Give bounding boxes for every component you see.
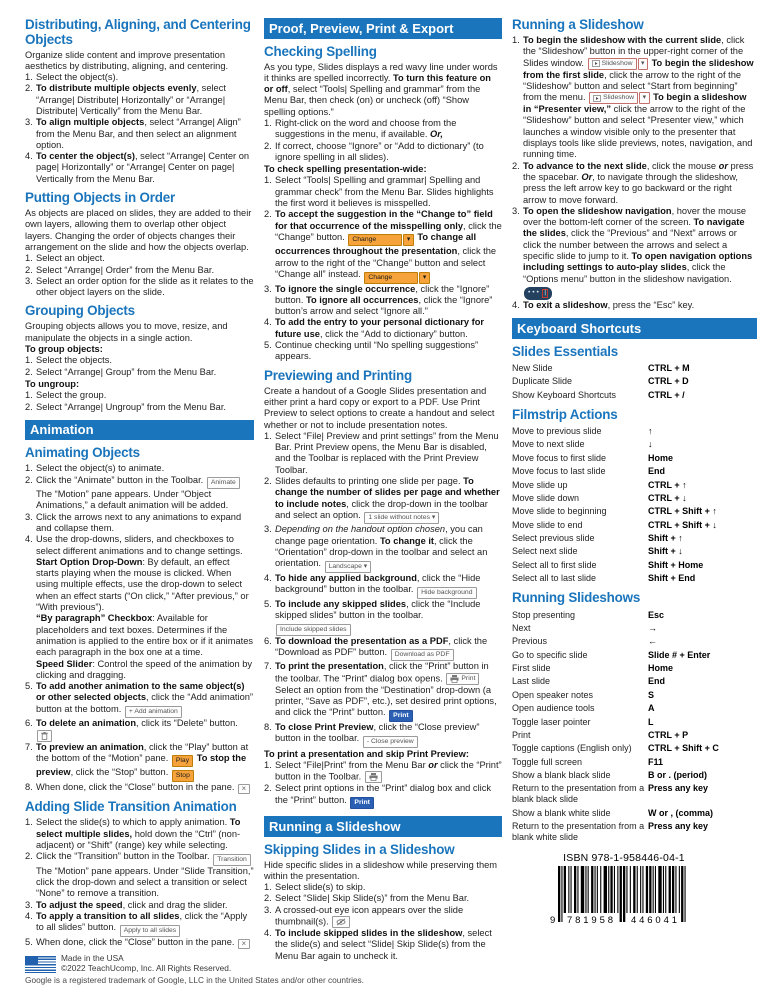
list-item: 3. To adjust the speed, click and drag the slider. [25,900,254,911]
svg-text:9: 9 [550,914,556,926]
numbered-list [264,431,502,748]
list-item: 1. Right-click on the word and choose from the suggestions in the menu, if available. Or, [264,118,502,141]
shortcut-row [512,675,757,688]
shortcut-row [512,465,757,478]
shortcut-label: Toggle captions (English only) [512,743,632,754]
close-preview-button[interactable]: - Close preview [363,736,418,748]
list-item-text: Select slide(s) to skip. [275,882,366,893]
list-item: 2. Select “Arrange| Group” from the Menu Bar. [25,367,254,378]
shortcut-keys: CTRL + Shift + ↑ [648,506,717,517]
paragraph: Create a handout of a Google Slides presentation and either print a hard copy or export to a PDF. Use Print Preview to select options to create a handout and select whether or not to include presentation notes. [264,385,495,430]
shortcut-label: Stop presenting [512,609,576,620]
change-button[interactable]: Change ▾ [348,234,413,246]
add-animation-button[interactable]: + Add animation [125,706,182,718]
list-item: 3. To ignore the single occurrence, click the “Ignore” button. To ignore all occurrences, click the “Ignore” button’s arrow and select “Ignore all.” [264,284,502,318]
shortcut-table [512,362,757,402]
list-item-text: Use the drop-downs, sliders, and checkboxes to select different animations and to change settings. Start Option Drop-Down: By default, an effect starts playing when the mouse is clicked. When using multiple effects, use the drop-down to select when an effect starts (“On click,” “After previous,” or “With previous”). “By paragraph” Checkbox: Available for placeholders and text boxes. Determines if the animation is applied to the entire box or if it animates each paragraph in the box one at a time. Speed Slider: Control the speed of the animation by clicking and dragging. [36,534,254,680]
shortcut-row [512,425,757,438]
shortcut-row [512,755,757,768]
footer [25,953,364,985]
numbered-list [264,882,502,962]
footer-row [25,953,254,973]
section-banner: Running a Slideshow [264,816,502,837]
list-item-text: Select the object(s). [36,72,119,83]
list-item: 3. Select an order option for the slide as it relates to the other object layers on the slide. [25,275,254,298]
list-item: 1. Select the group. [25,390,254,401]
shortcut-row [512,572,757,585]
shortcut-row [512,702,757,715]
shortcut-keys: S [648,689,655,700]
list-item-text: To advance to the next slide, click the mouse or press the spacebar. Or, to navigate through the slideshow, press the left arrow key to go backward or the right arrow to move forward. [523,160,754,205]
list-item: 7. To preview an animation, click the “Play” button at the bottom of the “Motion” pane. Play To stop the preview, click the “Stop” button. Stop [25,742,254,782]
shortcut-row [512,662,757,675]
shortcut-label: Last slide [512,676,551,687]
shortcut-keys: Shift + ↓ [648,546,683,557]
svg-text:446041: 446041 [631,914,677,926]
shortcut-label: First slide [512,663,551,674]
list-item: 1. Select the objects. [25,355,254,366]
list-item: 2. To distribute multiple objects evenly, select “Arrange| Distribute| Horizontally” or “Arrange| Distribute| Vertically” from the Menu Bar. [25,83,254,117]
slideshow-button-dropdown-arrow[interactable]: ▾ [639,92,649,104]
shortcut-keys: → [648,622,657,633]
shortcut-label: Print [512,729,531,740]
list-item: 2. Select “Slide| Skip Slide(s)” from the Menu Bar. [264,893,502,904]
isbn-label: ISBN 978-1-958446-04-1 [563,852,685,865]
shortcut-label: Select previous slide [512,533,595,544]
options-menu-button[interactable] [524,287,552,300]
print-icon-button[interactable] [365,771,382,783]
list-item-text: Select the group. [36,390,107,401]
list-item: 2. Select print options in the “Print” dialog box and click the “Print” button. Print [264,783,502,809]
list-item: 1. Select “File| Preview and print settings” from the Menu Bar. Print Preview opens, the Menu Bar is disabled, and the Toolbar is replaced with the Print Preview Toolbar. [264,431,502,476]
section-heading: Distributing, Aligning, and Centering Objects [25,17,251,47]
shortcut-keys: CTRL + D [648,376,689,387]
stop-button[interactable]: Stop [172,770,194,782]
list-item-text: To add another animation to the same object(s) or other selected objects, click the “Add animation” button at the bottom. + Add animation [36,681,254,718]
section-heading: Slides Essentials [512,343,619,359]
copyright-label: ©2022 TeachUcomp, Inc. All Rights Reserved. [61,963,232,974]
list-item-text: Select “File| Preview and print settings” from the Menu Bar. Print Preview opens, the Menu Bar is disabled, and the Toolbar is replaced with the Print Preview Toolbar. [275,430,499,475]
print-dialog-button[interactable]: Print [350,797,373,809]
shortcut-row [512,545,757,558]
shortcut-label: Move slide to end [512,519,583,530]
list-item-text: To apply a transition to all slides, click the “Apply to all slides” button. Apply to all slides [36,911,254,937]
list-item-text: Select the slide(s) to which to apply animation. To select multiple slides, hold down the “Ctrl” (non-adjacent) or “Shift” (range) key while selecting. [36,817,241,850]
list-item: 3. To open the slideshow navigation, hover the mouse over the bottom-left corner of the screen. To navigate the slides, click the “Previous” and “Next” arrows or click the number between the arrows and select a specific slide to jump to it. To open navigation options including settings to auto-play slides, click the “Options menu” button in the slideshow navigation. • • • | [512,206,757,300]
shortcut-keys: CTRL + M [648,362,690,373]
section-banner: Animation [25,420,254,441]
list-item: 1. Select “Tools| Spelling and grammar| Spelling and grammar check” from the Menu Bar. Slides highlights the first word it believes is misspelled. [264,175,502,209]
close-pane-button[interactable]: × [238,784,250,794]
list-item-text: Depending on the handout option chosen, you can change page orientation. To change it, click the “Orientation” drop-down in the toolbar and select an orientation. Landscape ▾ [275,524,502,572]
shortcut-label: Select all to first slide [512,559,597,570]
footer-text [61,953,231,973]
shortcut-keys: Shift + ↑ [648,533,683,544]
numbered-list [264,760,502,809]
shortcut-label: Show Keyboard Shortcuts [512,389,617,400]
shortcut-label: New Slide [512,362,553,373]
list-item-text: Slides defaults to printing one slide per page. To change the number of slides per page and whether to include notes, click the drop-down in the toolbar and select an option. 1 slide without notes ▾ [275,476,502,524]
orientation-dropdown[interactable]: Landscape ▾ [325,561,372,573]
list-item: 1. To begin the slideshow with the current slide, click the “Slideshow” button in the upper-right corner of the Slides window. Slideshow ▾ To begin the slideshow from the first slide, click the arrow to the right of the “Slideshow” button and select “Start from beginning” from the menu. Slideshow ▾ To begin a slideshow in “Presenter view,” click the arrow to the right of the “Slideshow” button and select “Presenter view,” which launches a window visible only to the presenter that displays tools like slide previews, notes, navigation, and running time. [512,35,757,161]
list-item: 2. Select “Arrange| Order” from the Menu Bar. [25,265,254,276]
numbered-list [25,253,254,298]
shortcut-label: Go to specific slide [512,649,588,660]
barcode-holder [546,866,702,932]
printer-icon [369,773,378,781]
skip-slide-eye-icon[interactable] [332,916,350,928]
shortcut-row [512,375,757,388]
list-item: 2. If correct, choose “Ignore” or “Add to dictionary” (to ignore spelling in all slides). [264,141,502,164]
paragraph: To ungroup: [25,378,80,389]
shortcut-row [512,362,757,375]
eye-slash-icon [336,918,346,926]
shortcut-row [512,782,757,806]
column-right [512,18,757,985]
transition-button[interactable]: Transition [213,854,251,866]
slideshow-button[interactable]: Slideshow ▾ [589,92,649,104]
list-item: 4. To exit a slideshow, press the “Esc” key. [512,300,757,311]
shortcut-label: Show a blank white slide [512,807,611,818]
list-item: 1. Select an object. [25,253,254,264]
isbn-block [546,853,702,931]
shortcut-label: Return to the presentation from a blank black slide [512,783,645,805]
shortcut-row [512,518,757,531]
shortcut-label: Move to previous slide [512,426,602,437]
list-item: 4. To include skipped slides in the slideshow, select the slide(s) and select “Slide| Skip Slide(s) from the Menu Bar again to uncheck it. [264,928,502,962]
numbered-list [25,355,254,378]
list-item: 6. To delete an animation, click its “Delete” button. [25,718,254,741]
slideshow-button[interactable]: Slideshow ▾ [588,58,648,70]
list-item: 2. Select “Arrange| Ungroup” from the Menu Bar. [25,402,254,413]
shortcut-label: Duplicate Slide [512,376,573,387]
list-item-text: If correct, choose “Ignore” or “Add to dictionary” (to ignore spelling in all slides). [275,140,484,162]
print-dialog-button[interactable]: Print [389,710,412,722]
shortcut-keys: B or . (period) [648,770,707,781]
printer-icon [450,675,459,683]
list-item: 2. Slides defaults to printing one slide per page. To change the number of slides per page and whether to include notes, click the drop-down in the toolbar and select an option. 1 slide without notes ▾ [264,476,502,524]
shortcut-keys: F11 [648,756,664,767]
shortcut-keys: CTRL + ↑ [648,479,687,490]
section-heading: Adding Slide Transition Animation [25,799,237,815]
list-item: 2. To advance to the next slide, click the mouse or press the spacebar. Or, to navigate through the slideshow, press the left arrow key to go backward or the right arrow to move forward. [512,161,757,206]
shortcut-keys: A [648,703,655,714]
shortcut-label: Open audience tools [512,703,595,714]
shortcut-keys: Shift + End [648,573,696,584]
shortcut-row [512,635,757,648]
list-item: 2. Click the “Transition” button in the Toolbar. Transition The “Motion” pane appears. Under “Slide Transition,” click the drop-down and select a transition or select “None” to remove a transition. [25,851,254,899]
shortcut-row [512,807,757,820]
shortcut-keys: Home [648,663,674,674]
handout-options-dropdown[interactable]: 1 slide without notes ▾ [364,512,439,524]
shortcut-row [512,438,757,451]
numbered-list [264,118,502,163]
paragraph: Organize slide content and improve presentation aesthetics by distributing, aligning, and centering. [25,49,229,71]
section-banner: Keyboard Shortcuts [512,318,757,339]
list-item-text: Click the arrows next to any animations to expand and collapse them. [36,511,242,533]
shortcut-label: Select next slide [512,546,578,557]
shortcut-keys: L [648,716,654,727]
list-item: 4. To center the object(s), select “Arrange| Center on page| Horizontally” or “Arrange| Center on page| Vertically from the Menu Bar. [25,151,254,185]
list-item-text: Continue checking until “No spelling suggestions” appears. [275,340,479,362]
list-item: 1. Select slide(s) to skip. [264,882,502,893]
list-item-text: When done, click the “Close” button in the pane. × [36,782,254,795]
paragraph: To check spelling presentation-wide: [264,164,427,175]
list-item: 1. Select the object(s). [25,72,254,83]
shortcut-keys: Esc [648,609,665,620]
shortcut-keys: End [648,466,665,477]
shortcut-keys: W or , (comma) [648,807,714,818]
shortcut-label: Toggle full screen [512,756,583,767]
print-toolbar-button[interactable]: Print [446,673,479,685]
paragraph: To group objects: [25,344,103,355]
numbered-list [264,175,502,362]
list-item: 2. To accept the suggestion in the “Change to” field for that occurrence of the misspelling only, click the “Change” button. Change ▾ To change all occurrences throughout the presentation, click the arrow to the right of the “Change” button and select “Change all” instead. Change ▾ [264,209,502,283]
present-icon [592,60,600,67]
list-item-text: A crossed-out eye icon appears over the slide thumbnail(s). [275,904,464,927]
shortcut-label: Move slide up [512,479,568,490]
shortcut-keys: Shift + Home [648,559,704,570]
list-item-text: To begin the slideshow with the current slide, click the “Slideshow” button in the upper-right corner of the Slides window. Slideshow ▾ To begin the slideshow from the first slide, click the arrow to the right of the “Slideshow” button and select “Start from beginning” from the menu. Slideshow ▾ To begin a slideshow in “Presenter view,” click the arrow to the right of the “Slideshow” button and select “Presenter view,” which launches a window visible only to the presenter that displays tools like slide previews, notes, navigation, and running time. [523,35,754,160]
list-item-text: To delete an animation, click its “Delete” button. [36,718,254,741]
section-heading: Grouping Objects [25,303,135,319]
shortcut-row [512,505,757,518]
shortcut-keys: CTRL + P [648,729,689,740]
change-all-button[interactable]: Change ▾ [364,272,429,284]
column-middle [264,18,502,985]
apply-to-all-slides-button[interactable]: Apply to all slides [120,925,181,937]
list-item-text: To align multiple objects, select “Arrange| Align” from the Menu Bar, and then select an alignment option. [36,117,241,150]
list-item-text: Right-click on the word and choose from the suggestions in the menu, if available. Or, [275,117,457,140]
list-item: 5. When done, click the “Close” button in the pane. × [25,937,254,950]
change-all-button-dropdown-arrow[interactable]: ▾ [419,272,429,284]
shortcut-keys: Slide # + Enter [648,649,711,660]
list-item-text: To exit a slideshow, press the “Esc” key. [523,299,695,310]
list-item: 8. When done, click the “Close” button in the pane. × [25,782,254,795]
section-heading: Previewing and Printing [264,367,412,383]
numbered-list [25,72,254,185]
close-pane-button[interactable]: × [238,939,250,949]
shortcut-label: Return to the presentation from a blank white slide [512,821,645,843]
list-item: 3. A crossed-out eye icon appears over the slide thumbnail(s). [264,905,502,928]
list-item-text: To adjust the speed, click and drag the slider. [36,899,228,910]
shortcut-row [512,715,757,728]
shortcut-label: Open speaker notes [512,689,594,700]
paragraph: To print a presentation and skip Print Preview: [264,748,469,759]
list-item-text: When done, click the “Close” button in the pane. × [36,937,254,950]
options-menu-highlight[interactable]: | [542,289,549,298]
list-item-text: Select “Arrange| Order” from the Menu Bar. [36,264,215,275]
shortcut-row [512,648,757,661]
shortcut-row [512,559,757,572]
shortcut-label: Move slide down [512,492,580,503]
shortcut-label: Move slide to beginning [512,506,607,517]
shortcut-label: Move focus to first slide [512,452,607,463]
download-as-pdf-button[interactable]: Download as PDF [391,649,454,661]
numbered-list [25,817,254,949]
list-item-text: Select “Slide| Skip Slide(s)” from the Menu Bar. [275,893,470,904]
shortcut-keys: ← [648,636,657,647]
shortcut-table [512,425,757,586]
list-item: 4. To apply a transition to all slides, click the “Apply to all slides” button. Apply to all slides [25,911,254,937]
list-item: 5. To include any skipped slides, click the “Include skipped slides” button in the toolbar. Include skipped slides [264,599,502,636]
list-item-text: To close Print Preview, click the “Close preview” button in the toolbar. - Close preview [275,722,502,748]
shortcut-row [512,532,757,545]
list-item-text: To hide any applied background, click the “Hide background” button in the toolbar. Hide background [275,573,502,599]
shortcut-label: Next [512,622,531,633]
list-item: 4. To hide any applied background, click the “Hide background” button in the toolbar. Hide background [264,573,502,599]
include-skipped-slides-button[interactable]: Include skipped slides [276,624,351,636]
list-item: 1. Select the slide(s) to which to apply animation. To select multiple slides, hold down the “Ctrl” (non-adjacent) or “Shift” (range) key while selecting. [25,817,254,851]
list-item-text: Select “Arrange| Ungroup” from the Menu Bar. [36,401,226,412]
trash-icon [41,732,48,740]
paragraph: Grouping objects allows you to move, resize, and manipulate the objects in a single action. [25,321,228,343]
section-heading: Checking Spelling [264,43,377,59]
shortcut-row [512,729,757,742]
shortcut-row [512,769,757,782]
shortcut-label: Toggle laser pointer [512,716,591,727]
list-item-text: Select an order option for the slide as it relates to the other object layers on the slide. [36,275,254,298]
shortcut-keys: CTRL + Shift + C [648,743,719,754]
section-banner: Proof, Preview, Print & Export [264,18,502,39]
list-item-text: To ignore the single occurrence, click the “Ignore” button. To ignore all occurrences, click the “Ignore” button’s arrow and select “Ignore all.” [275,283,493,317]
list-item: 1. Select “File|Print” from the Menu Bar or click the “Print” button in the Toolbar. [264,759,502,782]
list-item: 7. To print the presentation, click the “Print” button in the toolbar. The “Print” dialog box opens. Print Select an option from the “Destination” drop-down (a printer, “Save as PDF”, etc.), set desired print options, and click the “Print” button. Print [264,661,502,721]
list-item-text: To print the presentation, click the “Print” button in the toolbar. The “Print” dialog box opens. Print Select an option from the “Destination” drop-down (a printer, “Save as PDF”, etc.), set desired print options, and click the “Print” button. Print [275,661,502,721]
list-item-text: To distribute multiple objects evenly, select “Arrange| Distribute| Horizontally” or “Arrange| Distribute| Vertically” from the Menu Bar. [36,83,226,116]
shortcut-label: Previous [512,636,548,647]
nav-dots: • • • [528,289,539,297]
list-item: 4. Use the drop-downs, sliders, and checkboxes to select different animations and to change settings. Start Option Drop-Down: By default, an effect starts playing when the mouse is clicked. When using multiple effects, use the drop-down to select when an effect starts (“On click,” “After previous,” or “With previous”). “By paragraph” Checkbox: Available for placeholders and text boxes. Determines if the animation is applied to the entire box or if it animates each paragraph in the box one at a time. Speed Slider: Control the speed of the animation by clicking and dragging. [25,534,254,680]
list-item: 3. To align multiple objects, select “Arrange| Align” from the Menu Bar, and then select an alignment option. [25,117,254,151]
trademark-label: Google is a registered trademark of Google, LLC in the United States and/or other countries. [25,974,364,985]
list-item: 4. To add the entry to your personal dictionary for future use, click the “Add to dictionary” button. [264,317,502,340]
slideshow-button-dropdown-arrow[interactable]: ▾ [638,58,648,70]
hide-background-button[interactable]: Hide background [417,587,476,599]
paragraph: As objects are placed on slides, they are added to their own layers, allowing them to overlap other object layers. Changing the order of objects changes their arrangement on the slide and how the objects overlap. [25,208,252,252]
us-flag-icon [25,956,56,973]
list-item: 1. Select the object(s) to animate. [25,463,254,474]
list-item-text: To include any skipped slides, click the “Include skipped slides” button in the toolbar. Include skipped slides [275,599,502,636]
paragraph: Hide specific slides in a slideshow while preserving them within the presentation. [264,859,498,881]
list-item-text: To center the object(s), select “Arrange| Center on page| Horizontally” or “Arrange| Center on page| Vertically from the Menu Bar. [36,151,250,184]
numbered-list [25,390,254,413]
list-item: 5. Continue checking until “No spelling suggestions” appears. [264,340,502,363]
paragraph: As you type, Slides displays a red wavy line under words it thinks are spelled incorrectly. To turn this feature on or off, select “Tools| Spelling and grammar” from the Menu Bar, then check (on) or uncheck (off) “Show spelling options.” [264,61,498,117]
list-item-text: Select “File|Print” from the Menu Bar or click the “Print” button in the Toolbar. [275,759,502,782]
svg-text:781958: 781958 [567,914,613,926]
section-heading: Skipping Slides in a Slideshow [264,841,455,857]
shortcut-label: Move to next slide [512,439,585,450]
list-item-text: Select “Tools| Spelling and grammar| Spelling and grammar check” from the Menu Bar. Slides highlights the first word it believes is misspelled. [275,175,494,209]
shortcut-row [512,742,757,755]
shortcut-keys: ↑ [648,426,653,437]
list-item-text: Select an object. [36,253,105,264]
list-item: 5. To add another animation to the same object(s) or other selected objects, click the “Add animation” button at the bottom. + Add animation [25,681,254,718]
change-button-dropdown-arrow[interactable]: ▾ [403,234,413,246]
list-item-text: To include skipped slides in the slideshow, select the slide(s) and select “Slide| Skip Slide(s) from the Menu Bar again to uncheck it. [275,928,492,961]
play-button[interactable]: Play [172,755,193,767]
section-heading: Running Slideshows [512,590,641,606]
isbn-barcode [550,866,698,932]
shortcut-row [512,689,757,702]
list-item: 3. Depending on the handout option chosen, you can change page orientation. To change it, click the “Orientation” drop-down in the toolbar and select an orientation. Landscape ▾ [264,524,502,572]
shortcut-keys: ↓ [648,439,653,450]
shortcut-keys: Press any key [648,783,709,794]
section-heading: Animating Objects [25,445,140,461]
shortcut-row [512,492,757,505]
shortcut-keys: Press any key [648,821,709,832]
list-item: 6. To download the presentation as a PDF, click the “Download as PDF” button. Download as PDF [264,636,502,662]
shortcut-keys: Home [648,452,674,463]
list-item-text: To open the slideshow navigation, hover the mouse over the bottom-left corner of the screen. To navigate the slides, click the “Previous” and “Next” arrows or click the number between the arrows and select a specific slide to jump to it. To open navigation options including settings to auto-play slides, click the “Options menu” button in the slideshow navigation. • • • | [523,206,757,300]
animate-button[interactable]: Animate [207,477,240,489]
shortcut-label: Move focus to last slide [512,466,606,477]
shortcut-keys: CTRL + Shift + ↓ [648,519,717,530]
shortcut-keys: End [648,676,665,687]
list-item-text: Select the object(s) to animate. [36,463,165,474]
list-item: 8. To close Print Preview, click the “Close preview” button in the toolbar. - Close preview [264,722,502,748]
present-icon [593,95,601,102]
shortcut-row [512,608,757,621]
list-item-text: Select the objects. [36,355,112,366]
list-item-text: Select “Arrange| Group” from the Menu Bar. [36,366,217,377]
list-item-text: Select print options in the “Print” dialog box and click the “Print” button. Print [275,783,502,809]
section-heading: Putting Objects in Order [25,190,175,206]
flag-canton [25,956,38,964]
list-item: 2. Click the “Animate” button in the Toolbar. Animate The “Motion” pane appears. Under “Object Animations,” a default animation will be added. [25,475,254,512]
list-item-text: Click the “Transition” button in the Toolbar. Transition The “Motion” pane appears. Under “Slide Transition,” click the drop-down and select a transition or select “None” to remove a transition. [36,851,254,899]
section-heading: Filmstrip Actions [512,406,618,422]
list-item-text: To add the entry to your personal dictionary for future use, click the “Add to dictionary” button. [275,317,485,339]
delete-animation-button[interactable] [37,730,52,742]
shortcut-table [512,608,757,844]
shortcut-keys: CTRL + ↓ [648,492,687,503]
shortcut-row [512,478,757,491]
shortcut-row [512,452,757,465]
shortcut-label: Show a blank black slide [512,770,611,781]
shortcut-label: Select all to last slide [512,573,597,584]
section-heading: Running a Slideshow [512,17,644,32]
list-item-text: To accept the suggestion in the “Change to” field for that occurrence of the misspelling only, click the “Change” button. Change ▾ To change all occurrences throughout the presentation, click the arrow to the right of the “Change” button and select “Change all” instead. Change ▾ [275,209,502,283]
numbered-list [512,35,757,311]
list-item-text: Click the “Animate” button in the Toolbar. Animate The “Motion” pane appears. Under “Object Animations,” a default animation will be added. [36,475,254,512]
list-item-text: To preview an animation, click the “Play” button at the bottom of the “Motion” pane. Play To stop the preview, click the “Stop” button. Stop [36,742,254,782]
made-in-usa-label: Made in the USA [61,953,124,964]
shortcut-row [512,388,757,401]
list-item-text: To download the presentation as a PDF, click the “Download as PDF” button. Download as PDF [275,636,502,662]
list-item: 3. Click the arrows next to any animations to expand and collapse them. [25,512,254,535]
shortcut-row [512,622,757,635]
shortcut-row [512,820,757,844]
shortcut-keys: CTRL + / [648,389,685,400]
numbered-list [25,463,254,794]
